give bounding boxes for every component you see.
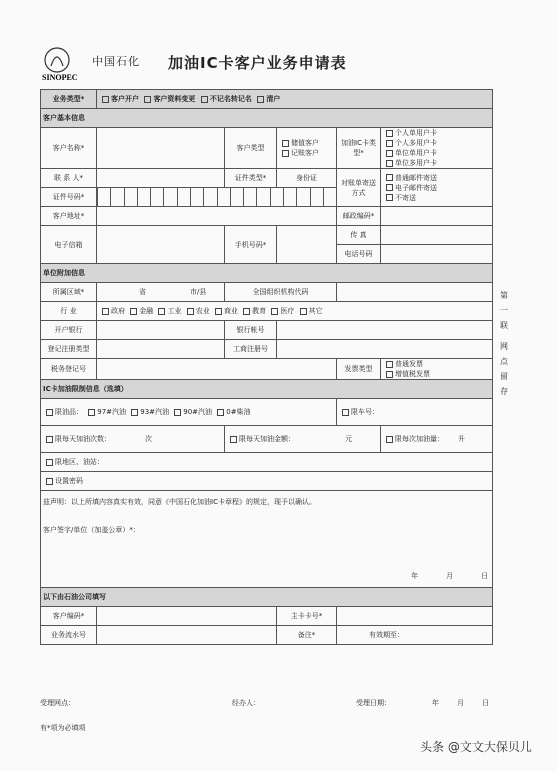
section-limit-info: IC卡加油限制信息（选填） (41, 380, 493, 399)
tel-label: 电话号码 (337, 245, 381, 264)
per-volume-limit: 限每次加油量： 升 (381, 426, 493, 453)
tax-field[interactable] (97, 359, 337, 380)
password-setting: 设置密码 (41, 472, 493, 491)
checkbox[interactable] (386, 361, 393, 368)
car-limit: 限车号： (337, 399, 493, 426)
serial-field[interactable] (97, 626, 277, 645)
checkbox[interactable] (386, 174, 393, 181)
region-field[interactable]: 省 市/县 (97, 283, 225, 302)
tax-label: 税务登记号 (41, 359, 97, 380)
copy-note: 第 一 联 网 点 留 存 (500, 291, 508, 396)
checkbox[interactable] (386, 371, 393, 378)
business-type-label: 业务类型* (41, 90, 97, 109)
checkbox[interactable] (271, 308, 278, 315)
business-type-options: 客户开户 客户资料变更 不记名转记名 清户 (97, 90, 493, 109)
mail-method-options: 普通邮件寄送 电子邮件寄送 不寄送 (381, 169, 493, 207)
customer-type-options: 储值客户 记账客户 (277, 128, 337, 169)
area-limit: 限地区、油站： (41, 453, 493, 472)
address-field[interactable] (97, 207, 337, 226)
bank-field[interactable] (97, 321, 225, 340)
checkbox[interactable] (230, 436, 237, 443)
reg-type-label: 登记注册类型 (41, 340, 97, 359)
checkbox[interactable] (144, 96, 151, 103)
main-card-label: 主卡卡号* (277, 607, 337, 626)
customer-code-field[interactable] (97, 607, 277, 626)
serial-label: 业务流水号 (41, 626, 97, 645)
checkbox[interactable] (386, 150, 393, 157)
checkbox[interactable] (174, 409, 181, 416)
checkbox[interactable] (386, 130, 393, 137)
checkbox[interactable] (386, 160, 393, 167)
accept-date-parts: 年 月 日 (432, 699, 489, 707)
remark-label: 备注* (277, 626, 337, 645)
address-label: 客户地址* (41, 207, 97, 226)
daily-amount-limit: 限每天加油金额： 元 (225, 426, 381, 453)
account-field[interactable] (277, 321, 493, 340)
invoice-label: 发票类型 (337, 359, 381, 380)
watermark: 头条 @文文大保贝儿 (420, 740, 532, 754)
id-type-label: 证件类型* (225, 169, 277, 188)
application-table (40, 89, 493, 645)
checkbox[interactable] (282, 150, 289, 157)
bank-label: 开户银行 (41, 321, 97, 340)
biz-reg-label: 工商注册号 (225, 340, 277, 359)
checkbox[interactable] (300, 308, 307, 315)
section-unit-info: 单位附加信息 (41, 264, 493, 283)
contact-field[interactable] (97, 169, 225, 188)
card-type-label: 加油IC卡类型* (337, 128, 381, 169)
checkbox[interactable] (187, 308, 194, 315)
zip-field[interactable] (381, 207, 493, 226)
checkbox[interactable] (158, 308, 165, 315)
checkbox[interactable] (130, 308, 137, 315)
biz-reg-field[interactable] (277, 340, 493, 359)
accept-date-label: 受理日期： (356, 699, 391, 707)
checkbox[interactable] (257, 96, 264, 103)
checkbox[interactable] (102, 96, 109, 103)
reg-type-field[interactable] (97, 340, 225, 359)
required-note: 有*项为必填项 (40, 724, 86, 732)
tel-field[interactable] (381, 245, 493, 264)
checkbox[interactable] (201, 96, 208, 103)
checkbox[interactable] (46, 436, 53, 443)
org-code-field[interactable] (337, 283, 493, 302)
checkbox[interactable] (102, 308, 109, 315)
checkbox[interactable] (386, 184, 393, 191)
checkbox[interactable] (131, 409, 138, 416)
checkbox[interactable] (46, 409, 53, 416)
id-number-cells[interactable] (97, 188, 337, 207)
signature-label: 客户签字/单位（加盖公章）*： (43, 526, 140, 534)
declaration-box (41, 491, 493, 588)
zip-label: 邮政编码* (337, 207, 381, 226)
mobile-field[interactable] (277, 226, 337, 264)
section-basic-info: 客户基本信息 (41, 109, 493, 128)
card-type-options: 个人单用户卡 个人多用户卡 单位单用户卡 单位多用户卡 (381, 128, 493, 169)
org-code-label: 全国组织机构代码 (225, 283, 337, 302)
sinopec-logo (40, 40, 90, 82)
customer-name-field[interactable] (97, 128, 225, 169)
checkbox[interactable] (386, 140, 393, 147)
checkbox[interactable] (217, 409, 224, 416)
checkbox[interactable] (282, 140, 289, 147)
handler-label: 经办人： (232, 699, 260, 707)
logo-text: SINOPEC (42, 73, 78, 82)
mobile-label: 手机号码* (225, 226, 277, 264)
industry-label: 行 业 (41, 302, 97, 321)
industry-options: 政府 金融 工业 农业 商业 教育 医疗 其它 (97, 302, 493, 321)
region-label: 所属区域* (41, 283, 97, 302)
daily-times-limit: 限每天加油次数： 次 (41, 426, 225, 453)
checkbox[interactable] (243, 308, 250, 315)
email-field[interactable] (97, 226, 225, 264)
fax-label: 传 真 (337, 226, 381, 245)
accept-point-label: 受理网点： (40, 699, 75, 707)
account-label: 银行帐号 (225, 321, 277, 340)
form-title: 加油IC卡客户业务申请表 (168, 54, 347, 72)
invoice-options: 普通发票 增值税发票 (381, 359, 493, 380)
declaration-date: 年 月 日 (411, 572, 489, 580)
declaration-text: 兹声明：以上所填内容真实有效，同意《中国石化加油IC卡章程》的规定，现予以确认。 (43, 498, 316, 506)
customer-type-label: 客户类型 (225, 128, 277, 169)
valid-until: 有效期至： (337, 626, 493, 645)
checkbox[interactable] (88, 409, 95, 416)
oil-limit: 限油品： 97#汽油 93#汽油 90#汽油 0#柴油 (41, 399, 337, 426)
checkbox[interactable] (342, 409, 349, 416)
id-type-value: 身份证 (277, 169, 337, 188)
main-card-field[interactable] (337, 607, 493, 626)
contact-label: 联 系 人* (41, 169, 97, 188)
fax-field[interactable] (381, 226, 493, 245)
checkbox[interactable] (215, 308, 222, 315)
checkbox[interactable] (386, 194, 393, 201)
id-number-label: 证件号码* (41, 188, 97, 207)
customer-code-label: 客户编码* (41, 607, 97, 626)
checkbox[interactable] (386, 436, 393, 443)
org-name: 中国石化 (92, 55, 140, 68)
checkbox[interactable] (46, 478, 53, 485)
customer-name-label: 客户名称* (41, 128, 97, 169)
email-label: 电子信箱 (41, 226, 97, 264)
mail-method-label: 对账单寄送方式 (337, 169, 381, 207)
section-company: 以下由石油公司填写 (41, 588, 493, 607)
checkbox[interactable] (46, 459, 53, 466)
